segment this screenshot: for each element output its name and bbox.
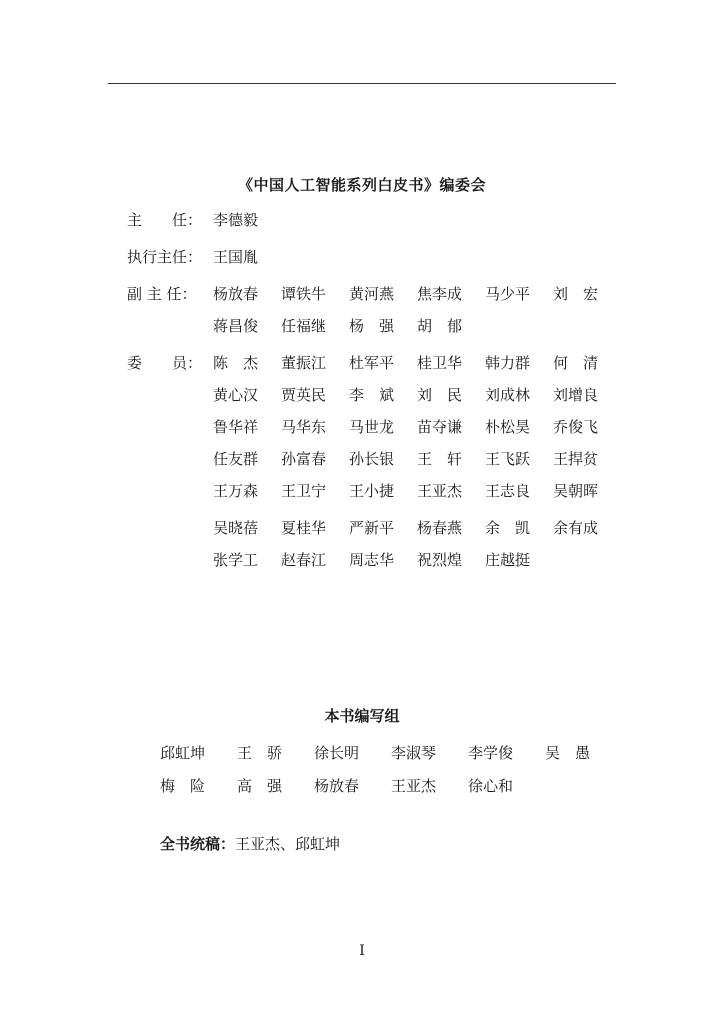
member-name: 吴朝晖 [553,482,599,500]
member-name: 周志华 [349,551,395,569]
member-name: 董振江 [281,354,327,372]
deputy-name: 马少平 [485,285,531,303]
writer-name: 高 强 [237,777,283,795]
deputy-name: 黄河燕 [349,285,395,303]
member-name: 张学工 [213,551,259,569]
member-name: 李 斌 [349,386,395,404]
deputy-names [213,284,633,348]
member-name: 杜军平 [349,354,395,372]
member-name: 黄心汉 [213,386,259,404]
member-name: 王小捷 [349,482,395,500]
writer-name: 徐心和 [468,777,514,795]
compiler-row [160,833,340,854]
member-name: 赵春江 [281,551,327,569]
member-name: 王志良 [485,482,531,500]
member-name: 乔俊飞 [553,418,599,436]
writer-name: 李淑琴 [391,744,437,762]
writer-name: 杨放春 [314,777,360,795]
member-name: 王飞跃 [485,450,531,468]
writing-group-names [160,742,622,808]
page-number: I [359,943,365,959]
writer-name: 王 骄 [237,744,283,762]
deputy-name: 焦李成 [417,285,463,303]
writer-name: 李学俊 [468,744,514,762]
member-name: 孙富春 [281,450,327,468]
member-name: 朴松昊 [485,418,531,436]
member-name: 王卫宁 [281,482,327,500]
member-name: 吴晓蓓 [213,519,259,537]
member-name: 桂卫华 [417,354,463,372]
executive-name: 王国胤 [213,248,259,266]
writer-name: 王亚杰 [391,777,437,795]
director-label: 主 任： [127,211,203,229]
compiler-label: 全书统稿： [160,835,236,853]
member-name: 夏桂华 [281,519,327,537]
member-name: 祝烈煌 [417,551,463,569]
member-name: 严新平 [349,519,395,537]
member-name: 韩力群 [485,354,531,372]
deputy-name: 蒋昌俊 [213,317,259,335]
member-name: 孙长银 [349,450,395,468]
deputy-name: 杨 强 [349,317,395,335]
writer-name: 徐长明 [314,744,360,762]
director-name: 李德毅 [213,211,259,229]
member-name: 刘 民 [417,386,463,404]
member-name: 贾英民 [281,386,327,404]
member-name: 马世龙 [349,418,395,436]
deputy-name: 刘 宏 [553,285,599,303]
member-name: 王万森 [213,482,259,500]
committee-title: 《中国人工智能系列白皮书》编委会 [237,176,486,194]
writer-name: 邱虹坤 [160,744,206,762]
member-name: 苗夺谦 [417,418,463,436]
deputy-name: 杨放春 [213,285,259,303]
member-name: 杨春燕 [417,519,463,537]
members-label: 委 员： [127,354,203,372]
member-name: 鲁华祥 [213,418,259,436]
deputy-label: 副 主 任： [127,285,197,303]
writing-group-title: 本书编写组 [324,707,400,725]
deputy-name: 胡 郁 [417,317,463,335]
writer-name: 梅 险 [160,777,206,795]
member-name: 庄越挺 [485,551,531,569]
member-name: 马华东 [281,418,327,436]
executive-label: 执行主任： [127,248,203,266]
member-name: 何 清 [553,354,599,372]
member-name: 王 轩 [417,450,463,468]
member-name: 余 凯 [485,519,531,537]
member-name: 余有成 [553,519,599,537]
member-name: 王亚杰 [417,482,463,500]
member-name: 陈 杰 [213,354,259,372]
compiler-names: 王亚杰、邱虹坤 [235,835,341,853]
member-name: 任友群 [213,450,259,468]
member-name: 王捍贫 [553,450,599,468]
member-name: 刘增良 [553,386,599,404]
deputy-name: 任福继 [281,317,327,335]
member-name: 刘成林 [485,386,531,404]
member-names [213,353,633,582]
header-rule [108,83,616,84]
writer-name: 吴 愚 [545,744,591,762]
deputy-name: 谭铁牛 [281,285,327,303]
